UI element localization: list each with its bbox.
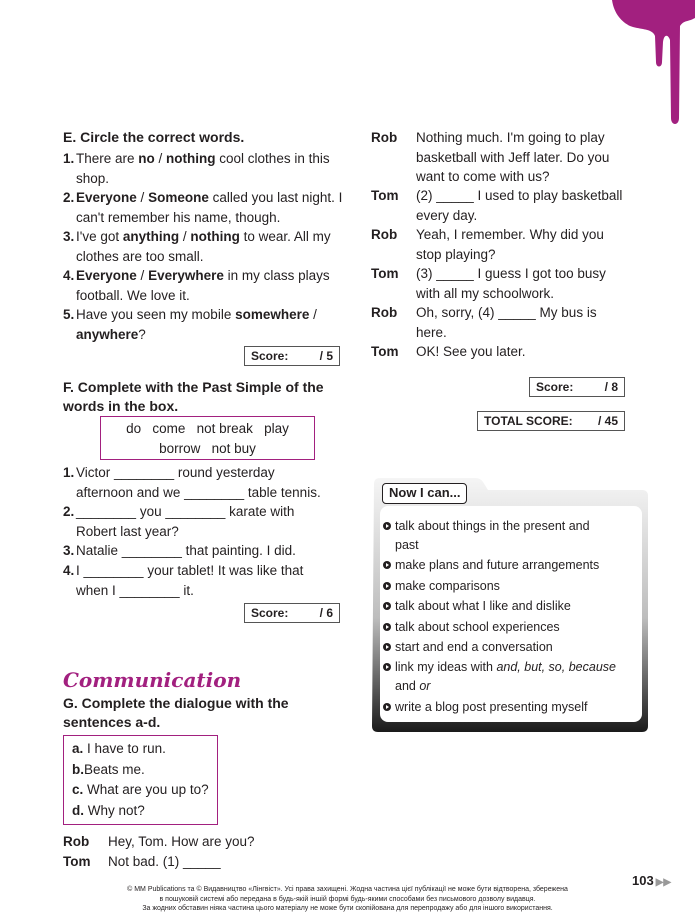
speaker: Rob (371, 227, 398, 242)
arrow-bullet-icon (383, 623, 391, 631)
total-score-box (477, 411, 625, 431)
score-box-f (244, 603, 340, 623)
option-b[interactable]: nothing (190, 229, 240, 244)
option-a[interactable]: Everyone (76, 190, 137, 205)
can-do-item: write a blog post presenting myself (395, 698, 635, 717)
item-line[interactable]: I ________ your tablet! It was like that (76, 563, 304, 578)
score-label: Score: (536, 380, 574, 394)
line-text[interactable]: (2) _____ I used to play basketball (416, 188, 623, 203)
line-text: Nothing much. I'm going to play (416, 130, 605, 145)
speaker: Rob (63, 834, 90, 849)
section-e-item: 4. Everyone / Everywhere in my class plays football. We love it. (63, 268, 330, 303)
line-text[interactable]: (3) _____ I guess I got too busy (416, 266, 606, 281)
arrow-bullet-icon (383, 703, 391, 711)
section-f-item (63, 502, 353, 541)
arrow-bullet-icon (383, 602, 391, 610)
line-text: Yeah, I remember. Why did you (416, 227, 604, 242)
item-line[interactable]: Robert last year? (76, 523, 179, 539)
copyright-notice: © MM Publications та © Видавництво «Лінгвіст». Усі права захищені. Жодна частина цієї публікації не може бути відтворена, збережена в пошуковій системі або передана в будь-якій іншій формі будь-якими способами без письмового дозволу видавця. За жодних обставин ніяка частина цього матеріалу не може бути скопійована для перепродажу або для іншого використання. (127, 886, 568, 912)
section-f-title: F. Complete with the Past Simple of the words in the box. (63, 379, 324, 414)
section-f-item (63, 463, 353, 502)
can-do-item: start and end a conversation (395, 638, 635, 657)
speaker: Tom (371, 188, 399, 203)
line-text: OK! See you later. (416, 344, 526, 359)
score-box-g (529, 377, 625, 397)
can-do-item: make comparisons (395, 577, 635, 596)
now-i-can-label: Now I can... (389, 485, 461, 500)
item-line[interactable]: Natalie ________ that painting. I did. (76, 543, 296, 558)
score-box-e (244, 346, 340, 366)
speaker: Tom (371, 344, 399, 359)
item-text: There are (76, 151, 139, 166)
score-label: Score: (251, 349, 289, 363)
item-text: ? (138, 326, 146, 342)
speaker: Rob (371, 130, 398, 145)
paint-drip-decoration (600, 0, 695, 130)
sentence-option: d. Why not? (72, 802, 145, 818)
total-score-label: TOTAL SCORE: (484, 414, 573, 428)
score-value[interactable]: / 8 (604, 380, 618, 394)
sentence-option: c. What are you up to? (72, 782, 209, 797)
speaker: Tom (371, 266, 399, 281)
item-number: 3. (63, 229, 75, 244)
item-number: 4. (63, 563, 75, 578)
sentences-box (63, 735, 218, 825)
option-b[interactable]: Everywhere (148, 268, 224, 283)
item-number: 1. (63, 465, 75, 480)
line-text[interactable]: Not bad. (1) _____ (108, 854, 221, 869)
item-number: 3. (63, 543, 75, 558)
section-e-item: 3. I've got anything / nothing to wear. All my clothes are too small. (63, 229, 331, 264)
fast-forward-icon: ▶▶ (655, 877, 672, 888)
sentence-option: a. I have to run. (72, 741, 166, 756)
section-f-item (63, 561, 353, 600)
item-number: 2. (63, 504, 75, 519)
item-text: to wear. All my clothes are too small. (76, 229, 331, 264)
line-text[interactable]: Oh, sorry, (4) _____ My bus is (416, 305, 597, 320)
item-text: cool clothes in this shop. (76, 151, 330, 186)
option-a[interactable]: anything (122, 229, 180, 244)
option-a[interactable]: somewhere (235, 307, 310, 322)
now-i-can-tab (382, 483, 467, 504)
sentence-option: b.Beats me. (72, 761, 145, 777)
arrow-bullet-icon (383, 522, 391, 530)
option-b[interactable]: anywhere (76, 326, 139, 342)
arrow-bullet-icon (383, 663, 391, 671)
option-a[interactable]: no (138, 151, 155, 166)
section-g-title: G. Complete the dialogue with the sentences a-d. (63, 695, 289, 730)
item-text: in my class plays football. We love it. (76, 268, 330, 303)
item-text: called you last night. I can't remember his name, though. (76, 190, 343, 225)
word-box-line: do come not break play (126, 421, 289, 436)
section-e-item: 1. There are no / nothing cool clothes in this shop. (63, 151, 330, 186)
item-line[interactable]: when I ________ it. (76, 582, 194, 598)
can-do-item: make plans and future arrangements (395, 556, 635, 575)
word-box-line: borrow not buy (159, 440, 256, 456)
option-b[interactable]: nothing (166, 151, 216, 166)
arrow-bullet-icon (383, 561, 391, 569)
section-e-title: E. Circle the correct words. (63, 129, 245, 145)
score-label: Score: (251, 606, 289, 620)
option-b[interactable]: Someone (148, 190, 209, 205)
item-line[interactable]: afternoon and we ________ table tennis. (76, 484, 321, 500)
can-do-item: talk about what I like and dislike (395, 597, 635, 616)
line-text: Hey, Tom. How are you? (108, 834, 255, 849)
option-a[interactable]: Everyone (76, 268, 137, 283)
can-do-item: talk about school experiences (395, 618, 635, 637)
score-value[interactable]: / 6 (319, 606, 333, 620)
score-value[interactable]: / 5 (319, 349, 333, 363)
item-line[interactable]: Victor ________ round yesterday (76, 465, 275, 480)
communication-heading: Communication (63, 668, 242, 692)
page-number: 103 ▶▶ (632, 873, 672, 888)
item-number: 5. (63, 307, 75, 322)
speaker: Tom (63, 854, 91, 869)
item-number: 4. (63, 268, 75, 283)
item-number: 1. (63, 151, 75, 166)
arrow-bullet-icon (383, 582, 391, 590)
section-e-item: 5. Have you seen my mobile somewhere / anywhere? (63, 307, 317, 342)
can-do-item: link my ideas with and, but, so, because and or (395, 658, 635, 696)
section-f-item (63, 541, 353, 561)
section-e-item: 2. Everyone / Someone called you last night. I can't remember his name, though. (63, 190, 343, 225)
arrow-bullet-icon (383, 643, 391, 651)
item-line[interactable]: ________ you ________ karate with (76, 504, 295, 519)
word-box (100, 416, 315, 460)
can-do-item: talk about things in the present and past (395, 517, 635, 555)
total-score-value[interactable]: / 45 (597, 414, 618, 428)
item-number: 2. (63, 190, 75, 205)
speaker: Rob (371, 305, 398, 320)
